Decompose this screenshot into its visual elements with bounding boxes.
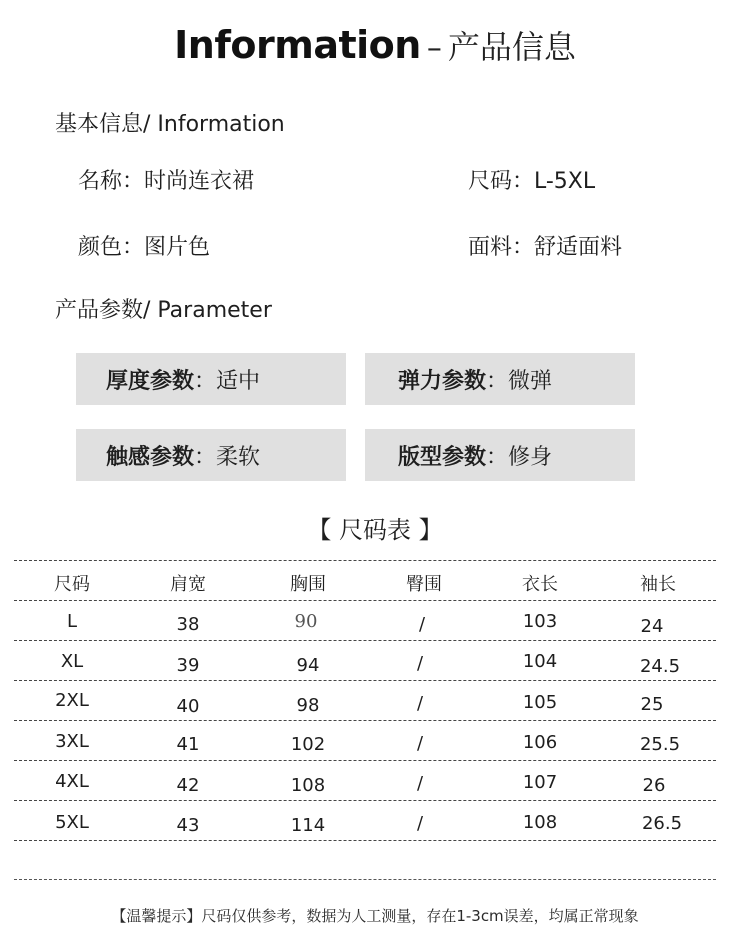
param-value: 适中	[216, 368, 261, 394]
table-divider	[14, 800, 716, 801]
product-size-range: 尺码：L-5XL	[468, 169, 596, 194]
table-divider	[14, 640, 716, 641]
table-divider	[14, 560, 716, 561]
cell-bust: 108	[290, 775, 326, 796]
cell-shoulder: 41	[176, 734, 200, 755]
cell-length: 106	[522, 732, 558, 753]
cell-sleeve: 26.5	[641, 813, 683, 834]
cell-shoulder: 43	[176, 815, 200, 836]
param-value: 修身	[508, 444, 553, 470]
cell-bust: 90	[294, 611, 318, 632]
cell-shoulder: 39	[176, 655, 200, 676]
cell-size: L	[66, 611, 78, 632]
cell-size: 3XL	[55, 731, 89, 752]
cell-size: 5XL	[55, 812, 89, 833]
param-touch	[76, 429, 346, 481]
cell-hip: /	[416, 733, 424, 754]
basic-info-heading: 基本信息/ Information	[55, 112, 285, 137]
cell-bust: 114	[290, 815, 326, 836]
header-size: 尺码	[54, 574, 90, 595]
cell-sleeve: 24.5	[639, 656, 681, 677]
footer-note: 【温馨提示】尺码仅供参考，数据为人工测量，存在1-3cm误差，均属正常现象	[111, 907, 639, 925]
param-key: 触感参数	[106, 444, 195, 470]
cell-length: 103	[522, 611, 558, 632]
param-thickness	[76, 353, 346, 405]
cell-hip: /	[418, 614, 426, 635]
header-sleeve: 袖长	[640, 574, 676, 595]
param-key: 厚度参数	[106, 368, 195, 394]
product-color: 颜色：图片色	[78, 235, 211, 260]
cell-shoulder: 40	[176, 696, 200, 717]
cell-sleeve: 25	[640, 694, 664, 715]
page-title	[0, 22, 750, 68]
table-divider	[14, 720, 716, 721]
title-english: Information	[174, 23, 421, 67]
param-value: 微弹	[508, 368, 553, 394]
cell-hip: /	[416, 653, 424, 674]
param-value: 柔软	[216, 444, 261, 470]
cell-sleeve: 25.5	[639, 734, 681, 755]
cell-size: XL	[60, 651, 84, 672]
table-divider	[14, 600, 716, 601]
table-divider	[14, 760, 716, 761]
footer-divider	[14, 879, 716, 880]
cell-sleeve: 24	[640, 616, 664, 637]
cell-sleeve: 26	[642, 775, 666, 796]
header-length: 衣长	[522, 574, 558, 595]
param-sep: ：	[486, 368, 509, 394]
table-divider	[14, 680, 716, 681]
product-fabric: 面料：舒适面料	[468, 235, 623, 260]
cell-bust: 102	[290, 734, 326, 755]
param-elasticity	[365, 353, 635, 405]
cell-shoulder: 38	[176, 614, 200, 635]
product-name: 名称：时尚连衣裙	[78, 169, 255, 194]
cell-hip: /	[416, 813, 424, 834]
cell-length: 108	[522, 812, 558, 833]
cell-length: 107	[522, 772, 558, 793]
title-chinese: 产品信息	[447, 28, 576, 66]
param-heading: 产品参数/ Parameter	[55, 298, 272, 323]
cell-bust: 98	[296, 695, 320, 716]
header-bust: 胸围	[290, 574, 326, 595]
cell-size: 2XL	[55, 690, 89, 711]
cell-length: 104	[522, 651, 558, 672]
header-hip: 臀围	[406, 574, 442, 595]
param-fit	[365, 429, 635, 481]
param-key: 弹力参数	[398, 368, 487, 394]
cell-hip: /	[416, 693, 424, 714]
param-sep: ：	[194, 368, 217, 394]
table-divider	[14, 840, 716, 841]
cell-bust: 94	[296, 655, 320, 676]
size-table-title: 【 尺码表 】	[307, 516, 443, 544]
cell-shoulder: 42	[176, 775, 200, 796]
param-sep: ：	[194, 444, 217, 470]
param-key: 版型参数	[398, 444, 487, 470]
title-separator: –	[426, 31, 442, 66]
cell-length: 105	[522, 692, 558, 713]
cell-size: 4XL	[55, 771, 89, 792]
cell-hip: /	[416, 773, 424, 794]
param-sep: ：	[486, 444, 509, 470]
header-shoulder: 肩宽	[170, 574, 206, 595]
